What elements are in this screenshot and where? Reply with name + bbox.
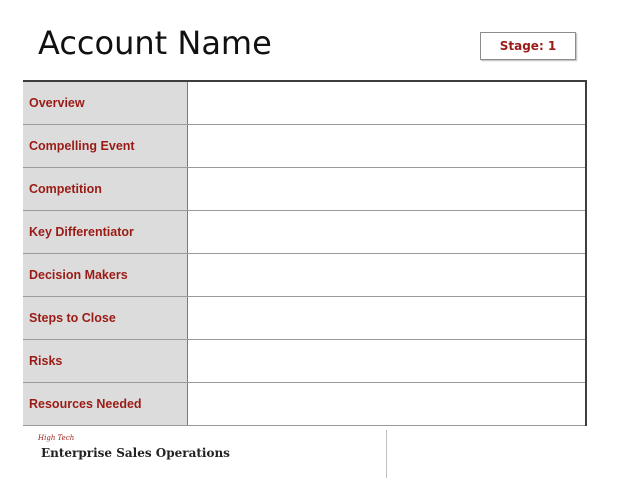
row-label-risks: Risks [23,340,187,383]
row-label-decision-makers: Decision Makers [23,254,187,297]
row-value-steps-to-close[interactable] [187,297,586,340]
stage-label: Stage: 1 [499,39,557,53]
row-label-key-differentiator: Key Differentiator [23,211,187,254]
row-value-decision-makers[interactable] [187,254,586,297]
table-row [23,168,586,211]
account-name-title: Account Name [38,24,272,62]
row-value-compelling-event[interactable] [187,125,586,168]
footer-tagline: High Tech [38,434,75,442]
row-label-compelling-event: Compelling Event [23,125,187,168]
stage-badge [480,32,576,60]
row-value-competition[interactable] [187,168,586,211]
row-value-risks[interactable] [187,340,586,383]
table-row [23,211,586,254]
row-value-overview[interactable] [187,81,586,125]
row-value-key-differentiator[interactable] [187,211,586,254]
table-row [23,297,586,340]
footer-divider [386,430,387,478]
row-label-competition: Competition [23,168,187,211]
table-row [23,340,586,383]
row-label-steps-to-close: Steps to Close [23,297,187,340]
row-label-resources-needed: Resources Needed [23,383,187,426]
row-value-resources-needed[interactable] [187,383,586,426]
table-row [23,81,586,125]
row-label-overview: Overview [23,81,187,125]
account-plan-table [23,80,587,426]
table-row [23,254,586,297]
table-row [23,383,586,426]
footer-brand-logo: Enterprise Sales Operations [41,446,230,460]
table-row [23,125,586,168]
